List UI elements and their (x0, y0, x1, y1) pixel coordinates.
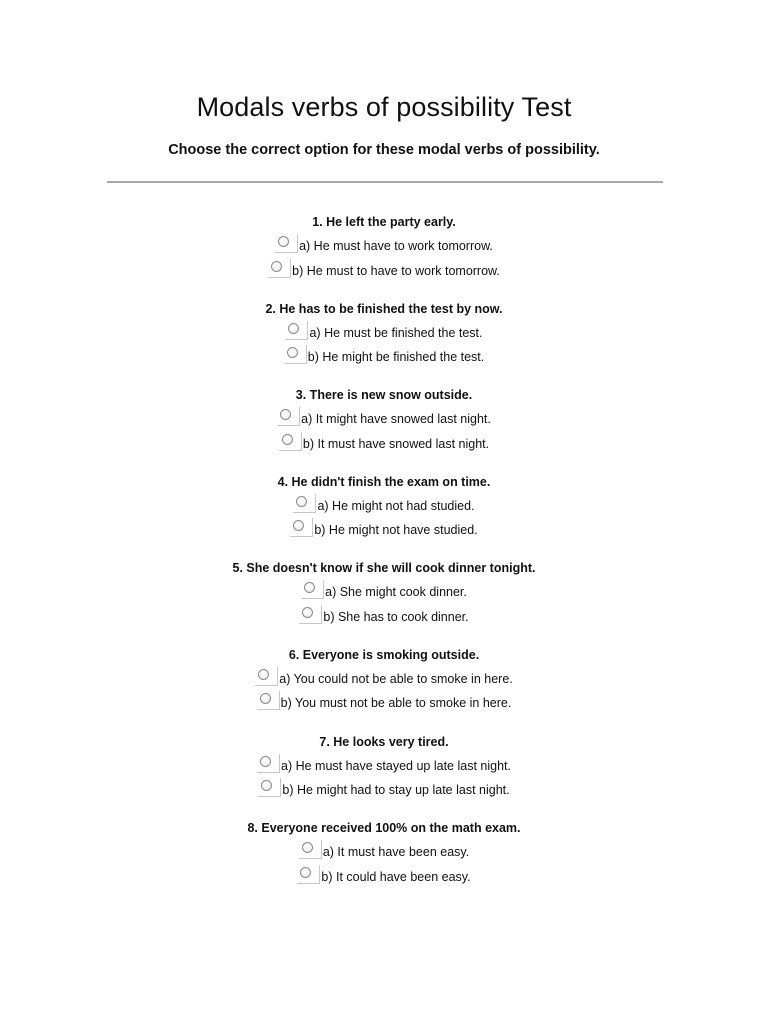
question-5 (0, 558, 768, 645)
option-6a[interactable] (0, 667, 768, 692)
option-label: a) You could not be able to smoke in here. (279, 671, 513, 686)
radio-button-icon[interactable] (280, 409, 291, 420)
radio-box (277, 407, 300, 426)
radio-box (257, 754, 280, 773)
option-4b[interactable] (0, 518, 768, 543)
radio-box (275, 234, 298, 253)
radio-box (301, 580, 324, 599)
question-4 (0, 472, 768, 559)
radio-button-icon[interactable] (260, 756, 271, 767)
radio-box (258, 778, 281, 797)
option-7b[interactable] (0, 778, 768, 803)
question-8 (0, 818, 768, 905)
radio-button-icon[interactable] (271, 261, 282, 272)
radio-box (299, 605, 322, 624)
option-8a[interactable] (0, 840, 768, 865)
question-text: 5. She doesn't know if she will cook dinner tonight. (232, 561, 536, 576)
radio-button-icon[interactable] (278, 236, 289, 247)
radio-button-icon[interactable] (296, 496, 307, 507)
radio-box (257, 691, 280, 710)
question-text: 8. Everyone received 100% on the math exam. (247, 821, 521, 836)
radio-box (297, 865, 320, 884)
option-5a[interactable] (0, 580, 768, 605)
option-label: a) He must have stayed up late last night. (281, 758, 511, 773)
option-7a[interactable] (0, 754, 768, 779)
option-label: a) It might have snowed last night. (301, 412, 491, 427)
radio-box (290, 518, 313, 537)
option-label: b) He might had to stay up late last night. (282, 783, 510, 798)
question-1 (0, 212, 768, 299)
option-3a[interactable] (0, 407, 768, 432)
option-4a[interactable] (0, 494, 768, 519)
option-label: a) He must have to work tomorrow. (299, 239, 493, 253)
question-text: 6. Everyone is smoking outside. (288, 647, 480, 662)
option-2b[interactable] (0, 345, 768, 370)
radio-button-icon[interactable] (302, 842, 313, 853)
option-1b[interactable] (0, 259, 768, 284)
option-label: b) You must not be able to smoke in here. (280, 696, 512, 711)
option-label: a) She might cook dinner. (325, 585, 467, 600)
option-label: b) She has to cook dinner. (323, 609, 469, 624)
radio-box (268, 259, 291, 278)
radio-button-icon[interactable] (258, 669, 269, 680)
radio-box (293, 494, 316, 513)
question-text: 3. There is new snow outside. (295, 388, 473, 403)
option-label: b) It must have snowed last night. (302, 436, 490, 451)
option-label: b) He must to have to work tomorrow. (292, 263, 500, 278)
question-text: 4. He didn't finish the exam on time. (277, 474, 491, 489)
radio-button-icon[interactable] (304, 582, 315, 593)
divider (107, 181, 663, 183)
option-label: a) It must have been easy. (322, 845, 470, 860)
question-7 (0, 732, 768, 819)
radio-box (284, 345, 307, 364)
quiz-list (0, 212, 768, 905)
option-5b[interactable] (0, 605, 768, 630)
option-8b[interactable] (0, 865, 768, 890)
instructions: Choose the correct option for these modal verbs of possibility. (168, 142, 600, 158)
question-3 (0, 385, 768, 472)
option-label: a) He must be finished the test. (309, 325, 483, 340)
option-label: b) He might be finished the test. (307, 350, 485, 365)
question-text: 7. He looks very tired. (319, 734, 449, 749)
radio-button-icon[interactable] (288, 323, 299, 334)
option-label: b) It could have been easy. (321, 869, 471, 884)
question-2 (0, 299, 768, 386)
question-text: 1. He left the party early. (312, 215, 456, 229)
option-2a[interactable] (0, 321, 768, 346)
radio-box (299, 840, 322, 859)
radio-button-icon[interactable] (282, 434, 293, 445)
option-6b[interactable] (0, 691, 768, 716)
radio-button-icon[interactable] (302, 607, 313, 618)
radio-box (279, 432, 302, 451)
radio-button-icon[interactable] (287, 347, 298, 358)
option-1a[interactable] (0, 234, 768, 259)
radio-box (255, 667, 278, 686)
radio-box (285, 321, 308, 340)
radio-button-icon[interactable] (300, 867, 311, 878)
page-title: Modals verbs of possibility Test (196, 92, 572, 122)
option-label: a) He might not had studied. (317, 498, 475, 513)
option-3b[interactable] (0, 432, 768, 457)
radio-button-icon[interactable] (260, 693, 271, 704)
radio-button-icon[interactable] (261, 780, 272, 791)
radio-button-icon[interactable] (293, 520, 304, 531)
question-text: 2. He has to be finished the test by now. (265, 301, 503, 316)
question-6 (0, 645, 768, 732)
option-label: b) He might not have studied. (314, 523, 478, 538)
